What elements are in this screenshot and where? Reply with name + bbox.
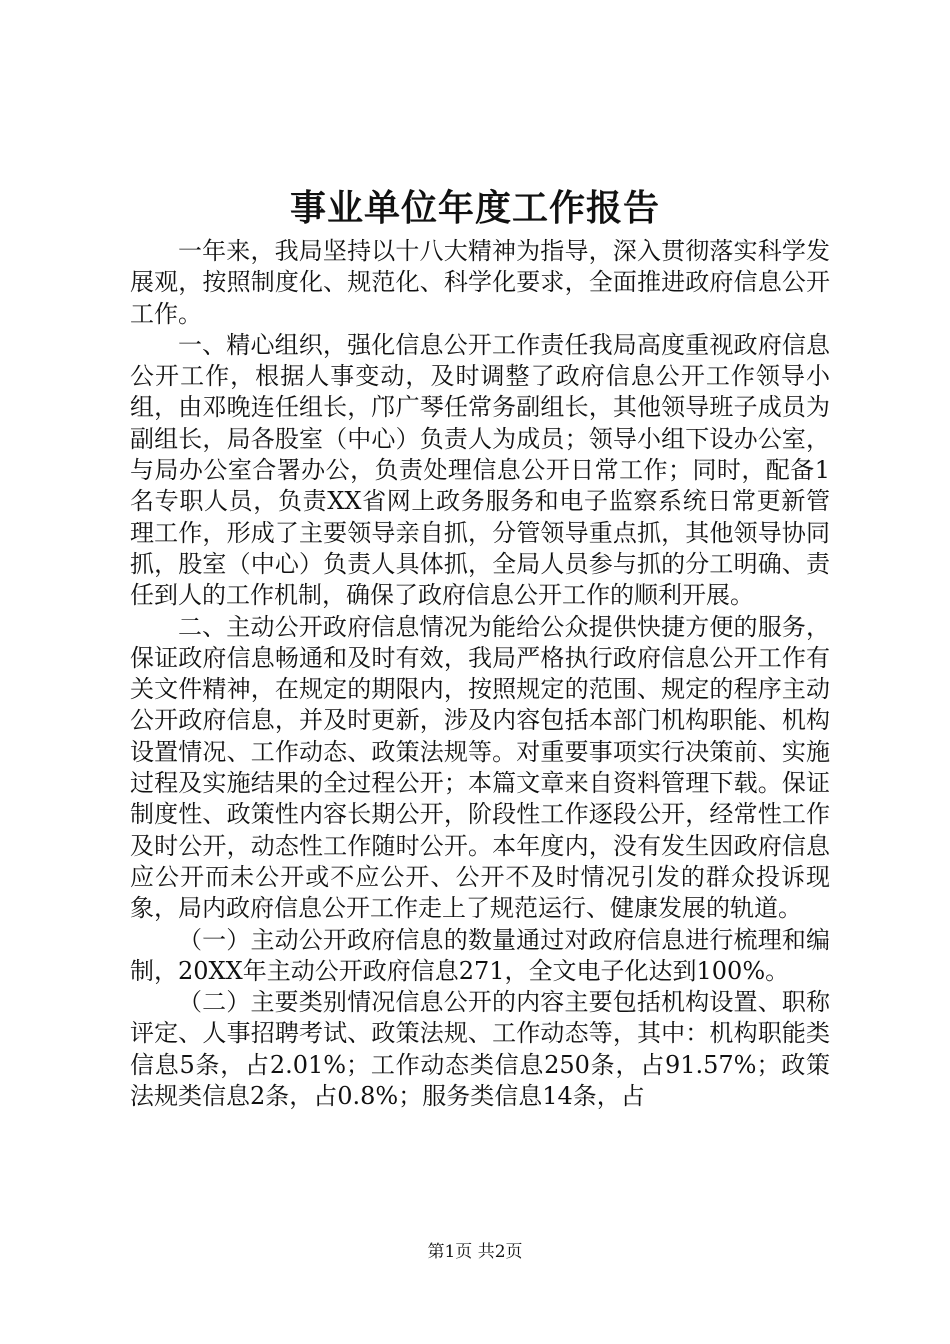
paragraph-intro: 一年来，我局坚持以十八大精神为指导，深入贯彻落实科学发展观，按照制度化、规范化、科学化要求，全面推进政府信息公开工作。	[130, 237, 830, 328]
paragraph-section-1: 一、精心组织，强化信息公开工作责任我局高度重视政府信息公开工作，根据人事变动，及时调整了政府信息公开工作领导小组，由邓晚连任组长，邝广琴任常务副组长，其他领导班子成员为副组长，局各股室（中心）负责人为成员；领导小组下设办公室，与局办公室合署办公，负责处理信息公开日常工作；同时，配备1名专职人员，负责XX省网上政务服务和电子监察系统日常更新管理工作，形成了主要领导亲自抓，分管领导重点抓，其他领导协同抓，股室（中心）负责人具体抓，全局人员参与抓的分工明确、责任到人的工作机制，确保了政府信息公开工作的顺利开展。	[130, 330, 830, 610]
page-footer: 第1页 共2页	[427, 1242, 523, 1262]
paragraph-subsection-2: （二）主要类别情况信息公开的内容主要包括机构设置、职称评定、人事招聘考试、政策法规、工作动态等，其中：机构职能类信息5条，占2.01%；工作动态类信息250条，占91.57%；政策法规类信息2条，占0.8%；服务类信息14条，占	[130, 988, 830, 1111]
paragraph-section-2: 二、主动公开政府信息情况为能给公众提供快捷方便的服务，保证政府信息畅通和及时有效，我局严格执行政府信息公开工作有关文件精神，在规定的期限内，按照规定的范围、规定的程序主动公开政府信息，并及时更新，涉及内容包括本部门机构职能、机构设置情况、工作动态、政策法规等。对重要事项实行决策前、实施过程及实施结果的全过程公开；本篇文章来自资料管理下载。保证制度性、政策性内容长期公开，阶段性工作逐段公开，经常性工作及时公开，动态性工作随时公开。本年度内，没有发生因政府信息应公开而未公开或不应公开、公开不及时情况引发的群众投诉现象，局内政府信息公开工作走上了规范运行、健康发展的轨道。	[130, 612, 830, 923]
paragraph-subsection-1: （一）主动公开政府信息的数量通过对政府信息进行梳理和编制，20XX年主动公开政府信息271，全文电子化达到100%。	[130, 925, 830, 985]
document-title: 事业单位年度工作报告	[289, 187, 660, 229]
document-body	[130, 236, 830, 1112]
